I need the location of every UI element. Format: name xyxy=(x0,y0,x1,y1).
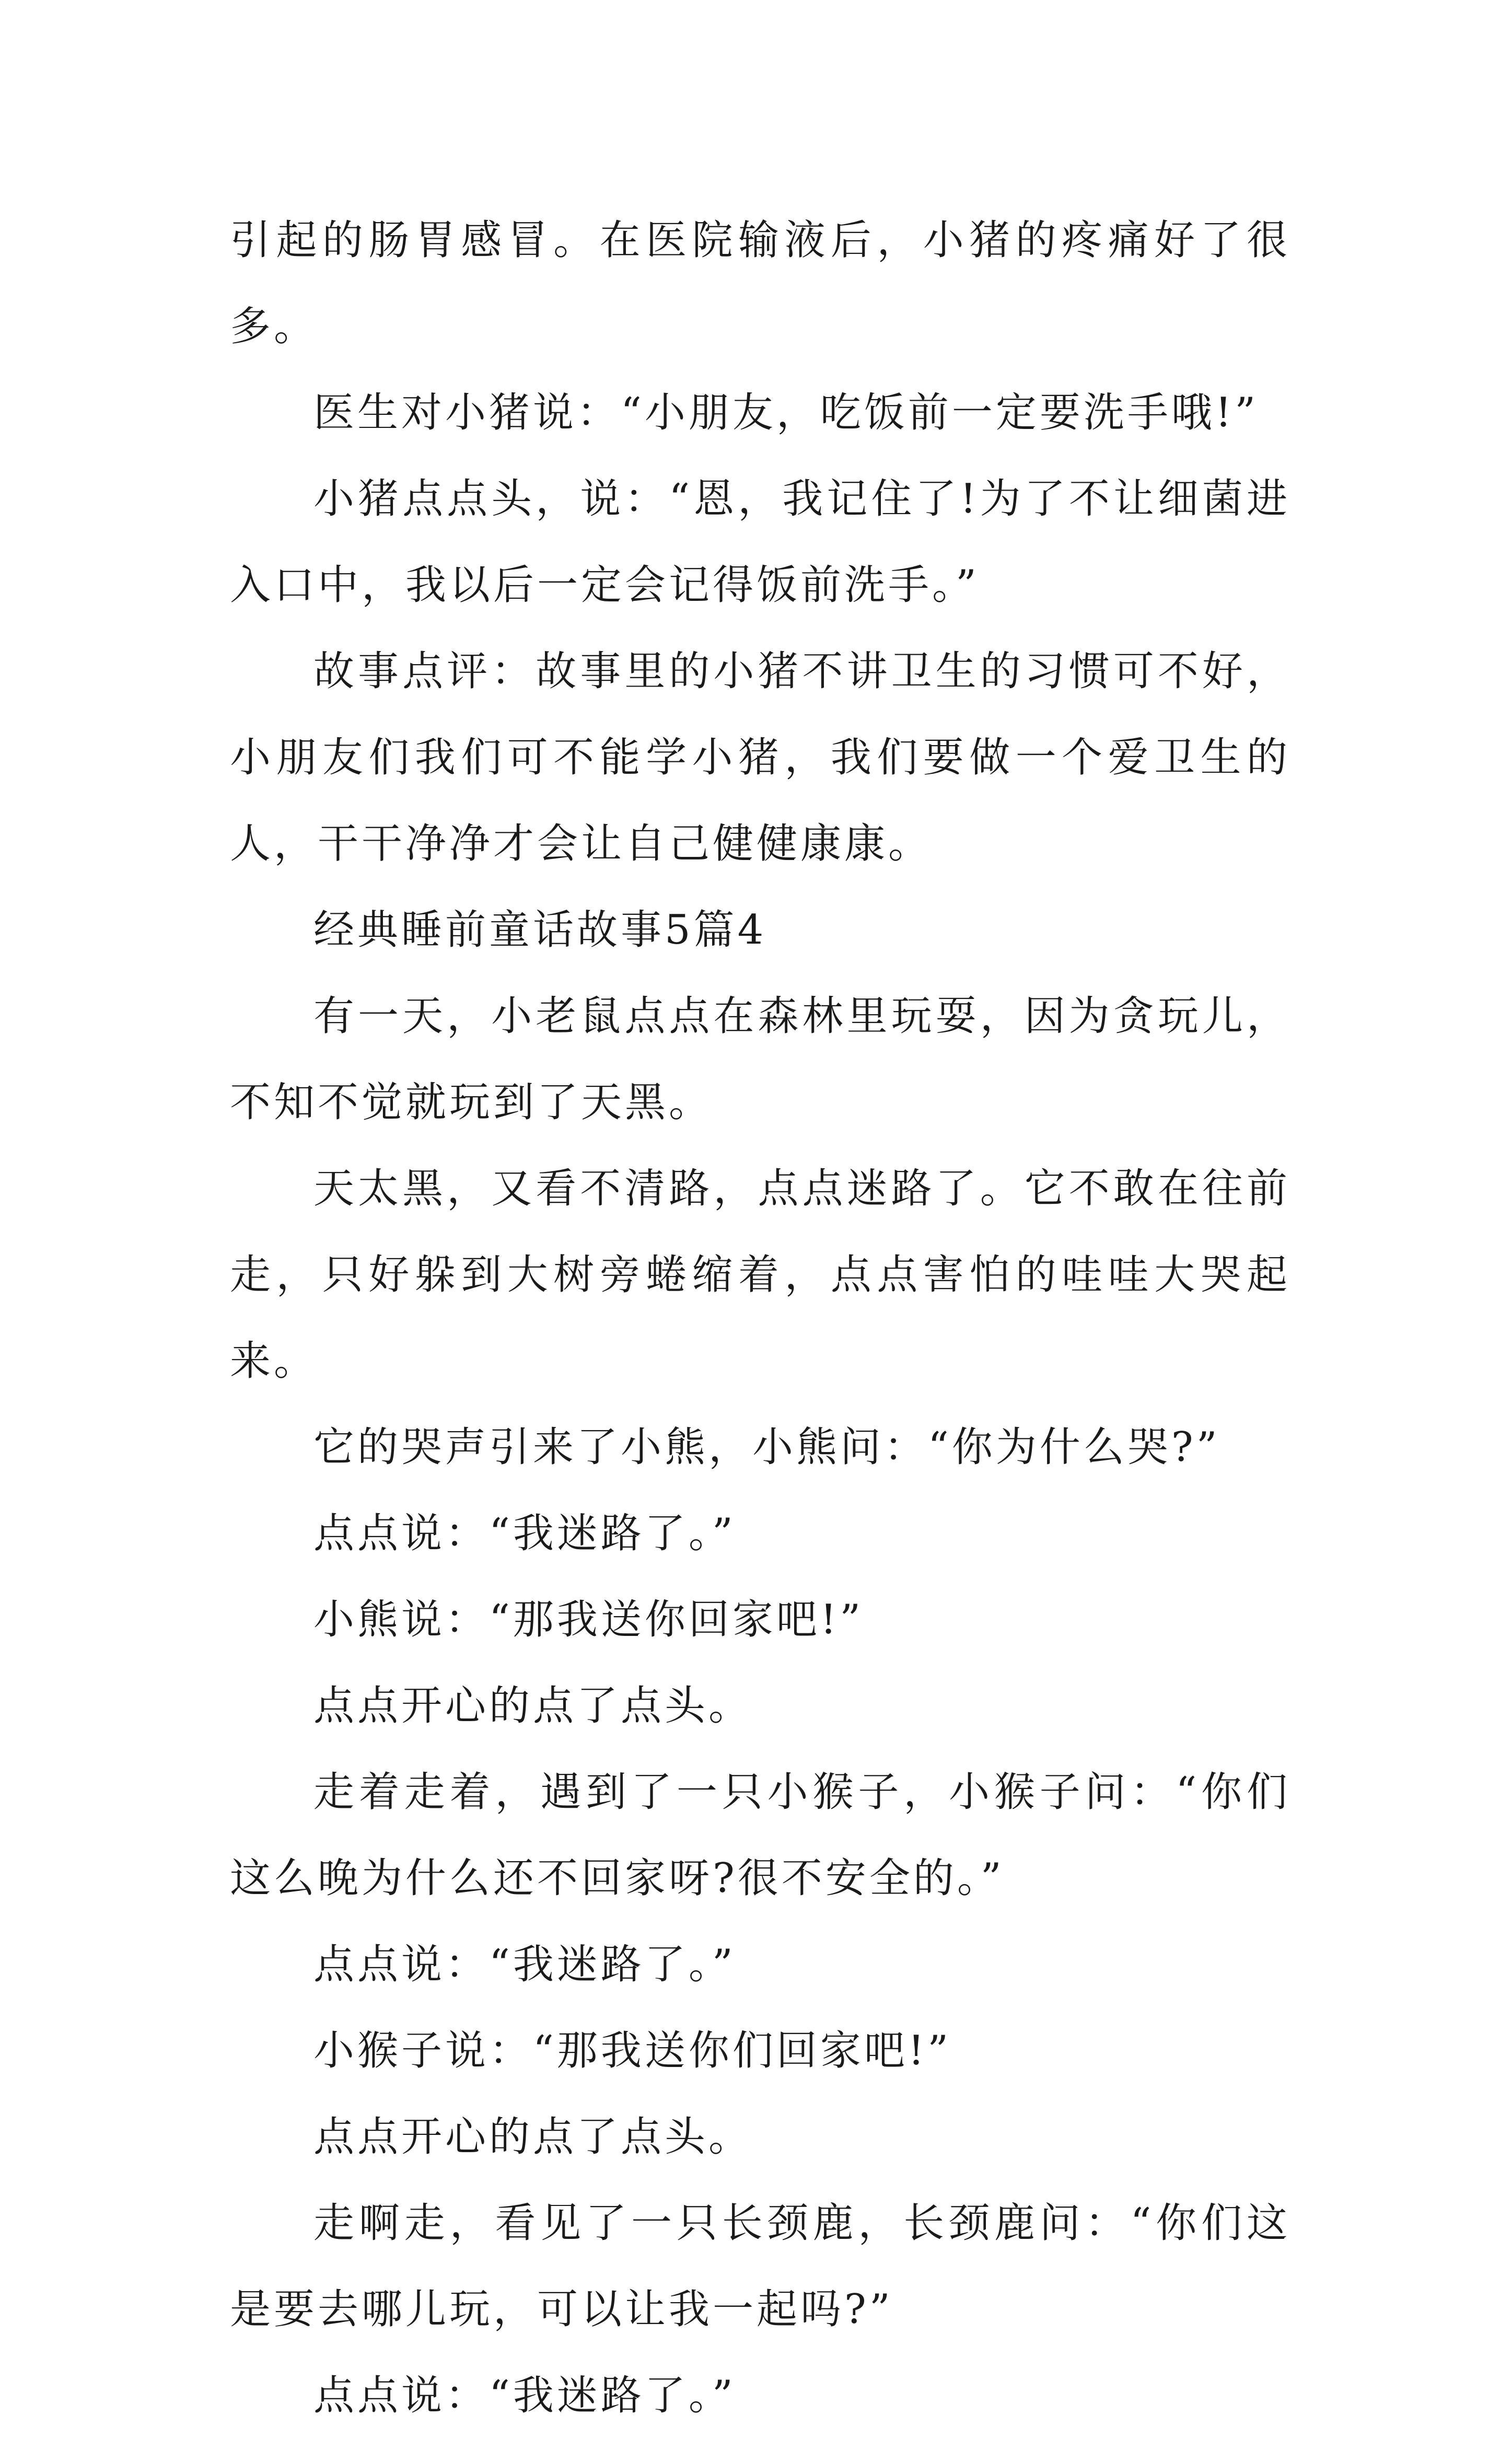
paragraph: 点点说：“我迷路了。” xyxy=(313,2372,736,2419)
paragraph: 点点说：“我迷路了。” xyxy=(313,1510,736,1557)
paragraph: 走啊走，看见了一只长颈鹿，长颈鹿问：“你们这是要去哪儿玩，可以让我一起吗?” xyxy=(230,2200,1290,2333)
paragraph: 故事点评：故事里的小猪不讲卫生的习惯可不好，小朋友们我们可不能学小猪，我们要做一个爱卫生的人，干干净净才会让自己健健康康。 xyxy=(230,648,1290,867)
paragraph: 天太黑，又看不清路，点点迷路了。它不敢在往前走，只好躲到大树旁蜷缩着，点点害怕的哇哇大哭起来。 xyxy=(230,1165,1290,1385)
paragraph: 走着走着，遇到了一只小猴子，小猴子问：“你们这么晚为什么还不回家呀?很不安全的。” xyxy=(230,1769,1290,1902)
paragraph: 医生对小猪说：“小朋友，吃饭前一定要洗手哦!” xyxy=(313,389,1259,436)
paragraph: 点点说：“我迷路了。” xyxy=(313,1941,736,1988)
paragraph: 点点开心的点了点头。 xyxy=(313,2113,753,2161)
paragraph: 小猴子说：“那我送你们回家吧!” xyxy=(313,2027,952,2074)
paragraph: 有一天，小老鼠点点在森林里玩耍，因为贪玩儿，不知不觉就玩到了天黑。 xyxy=(230,993,1290,1126)
paragraph: 小猪点点头，说：“恩，我记住了!为了不让细菌进入口中，我以后一定会记得饭前洗手。” xyxy=(230,475,1290,609)
paragraph: 点点开心的点了点头。 xyxy=(313,1682,753,1729)
paragraph: 小熊说：“那我送你回家吧!” xyxy=(313,1596,864,1643)
paragraph-continuation: 引起的肠胃感冒。在医院输液后，小猪的疼痛好了很多。 xyxy=(230,217,1290,350)
paragraph: 它的哭声引来了小熊，小熊问：“你为什么哭?” xyxy=(313,1424,1220,1471)
story-text xyxy=(230,198,1290,2439)
section-heading: 经典睡前童话故事5篇4 xyxy=(313,907,767,954)
